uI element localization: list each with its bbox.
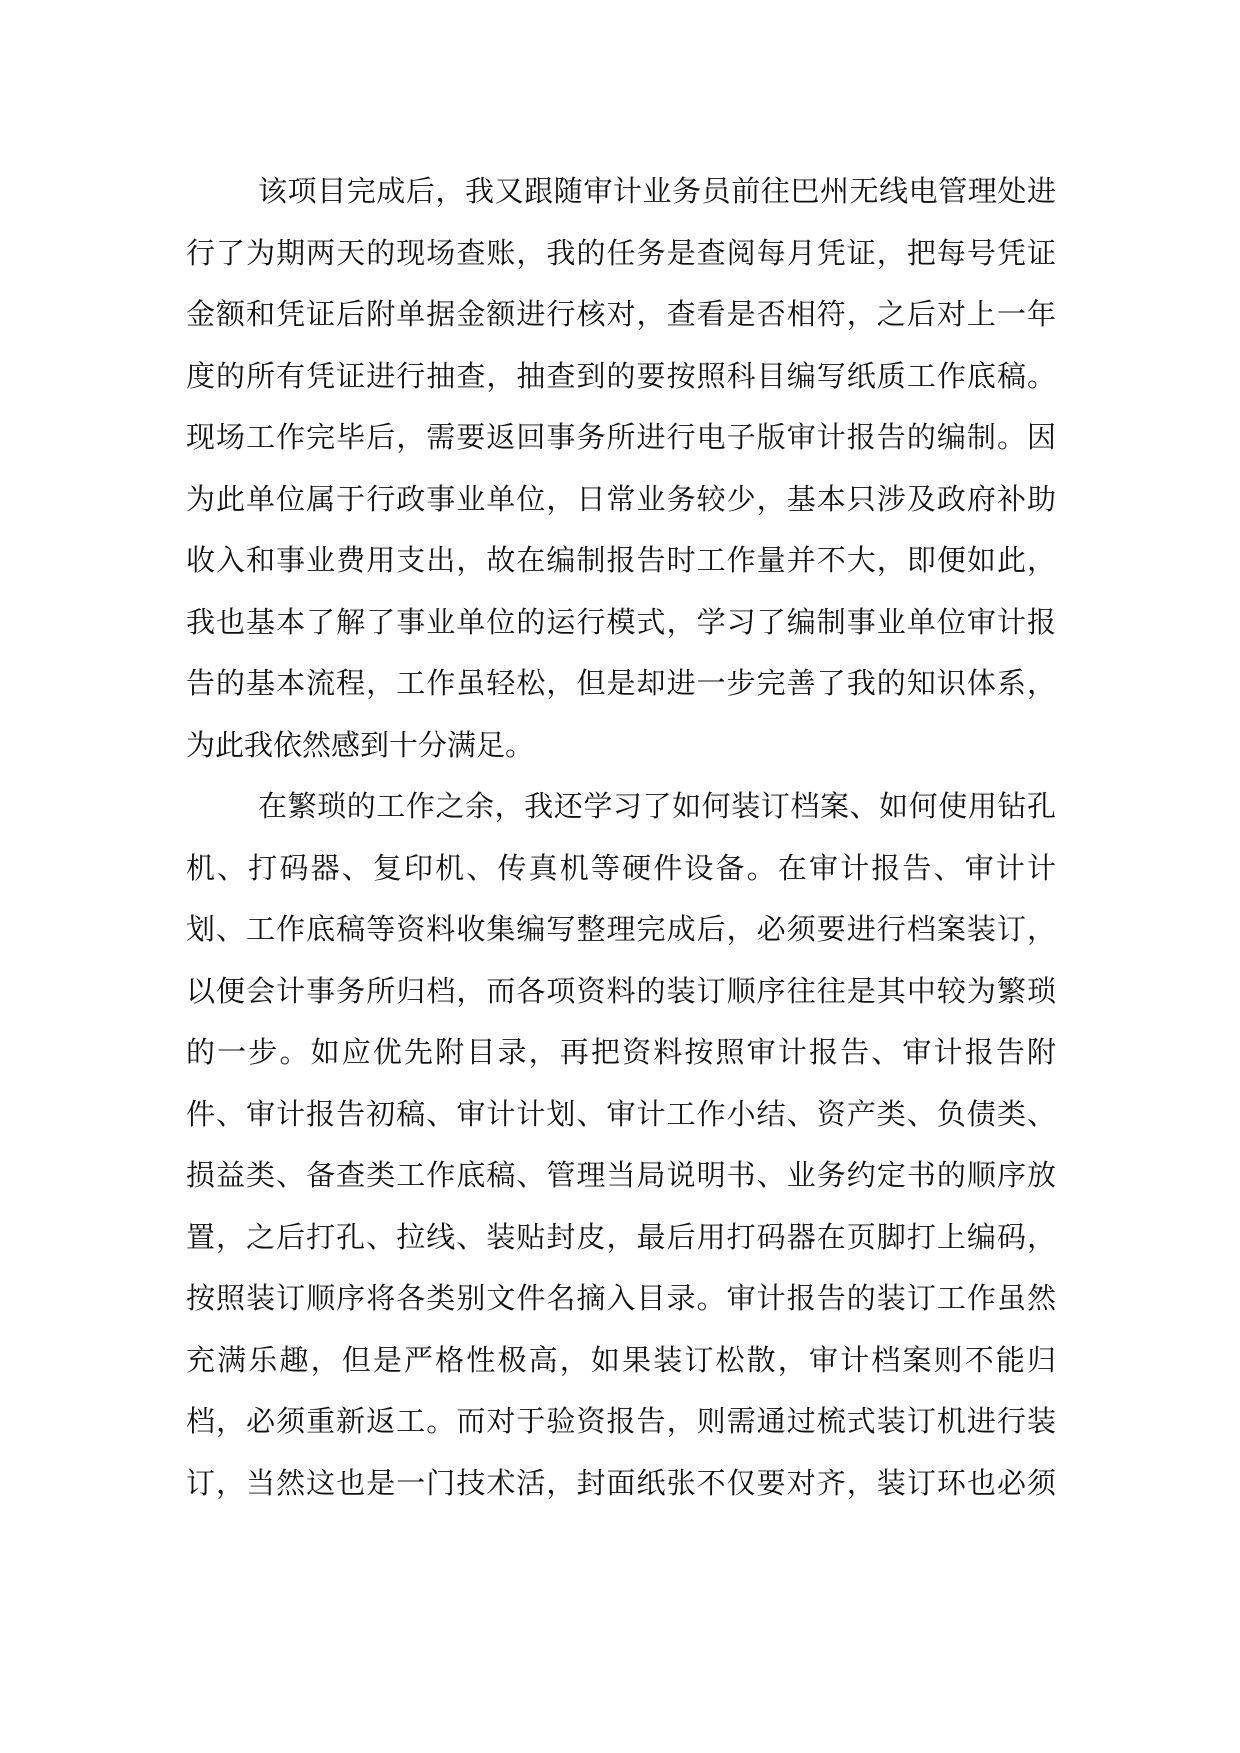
paragraph-line: 档，必须重新返工。而对于验资报告，则需通过梳式装订机进行装 (186, 1404, 1056, 1438)
paragraph-line: 的一步。如应优先附目录，再把资料按照审计报告、审计报告附 (186, 1035, 1056, 1069)
paragraph-line: 置，之后打孔、拉线、装贴封皮，最后用打码器在页脚打上编码， (186, 1219, 1056, 1254)
paragraph-line: 以便会计事务所归档，而各项资料的装订顺序往往是其中较为繁琐 (186, 973, 1056, 1008)
paragraph-line: 订，当然这也是一门技术活，封面纸张不仅要对齐，装订环也必须 (186, 1465, 1056, 1500)
paragraph-line: 该项目完成后，我又跟随审计业务员前往巴州无线电管理处进 (258, 174, 1056, 208)
paragraph-line: 件、审计报告初稿、审计计划、审计工作小结、资产类、负债类、 (186, 1096, 1056, 1131)
paragraph-line: 我也基本了解了事业单位的运行模式，学习了编制事业单位审计报 (186, 604, 1056, 639)
paragraph-line: 损益类、备查类工作底稿、管理当局说明书、业务约定书的顺序放 (186, 1158, 1056, 1192)
paragraph-line: 金额和凭证后附单据金额进行核对，查看是否相符，之后对上一年 (186, 297, 1056, 331)
paragraph-line: 划、工作底稿等资料收集编写整理完成后，必须要进行档案装订， (186, 912, 1056, 946)
paragraph-line: 机、打码器、复印机、传真机等硬件设备。在审计报告、审计计 (186, 850, 1056, 885)
paragraph-line: 收入和事业费用支出，故在编制报告时工作量并不大，即便如此， (186, 543, 1056, 577)
paragraph-line: 度的所有凭证进行抽查，抽查到的要按照科目编写纸质工作底稿。 (186, 358, 1056, 393)
paragraph-line: 充满乐趣，但是严格性极高，如果装订松散，审计档案则不能归 (186, 1342, 1056, 1377)
paragraph-line: 按照装订顺序将各类别文件名摘入目录。审计报告的装订工作虽然 (186, 1281, 1056, 1315)
paragraph-2 (186, 776, 1056, 1514)
paragraph-line: 现场工作完毕后，需要返回事务所进行电子版审计报告的编制。因 (186, 420, 1056, 454)
paragraph-line: 在繁琐的工作之余，我还学习了如何装订档案、如何使用钻孔 (258, 789, 1056, 823)
paragraph-1 (186, 161, 1056, 776)
paragraph-line: 告的基本流程，工作虽轻松，但是却进一步完善了我的知识体系， (186, 666, 1056, 700)
body-text (186, 161, 1056, 1514)
paragraph-line: 为此我依然感到十分满足。 (186, 727, 535, 762)
paragraph-line: 为此单位属于行政事业单位，日常业务较少，基本只涉及政府补助 (186, 481, 1056, 516)
paragraph-line: 行了为期两天的现场查账，我的任务是查阅每月凭证，把每号凭证 (186, 235, 1056, 270)
